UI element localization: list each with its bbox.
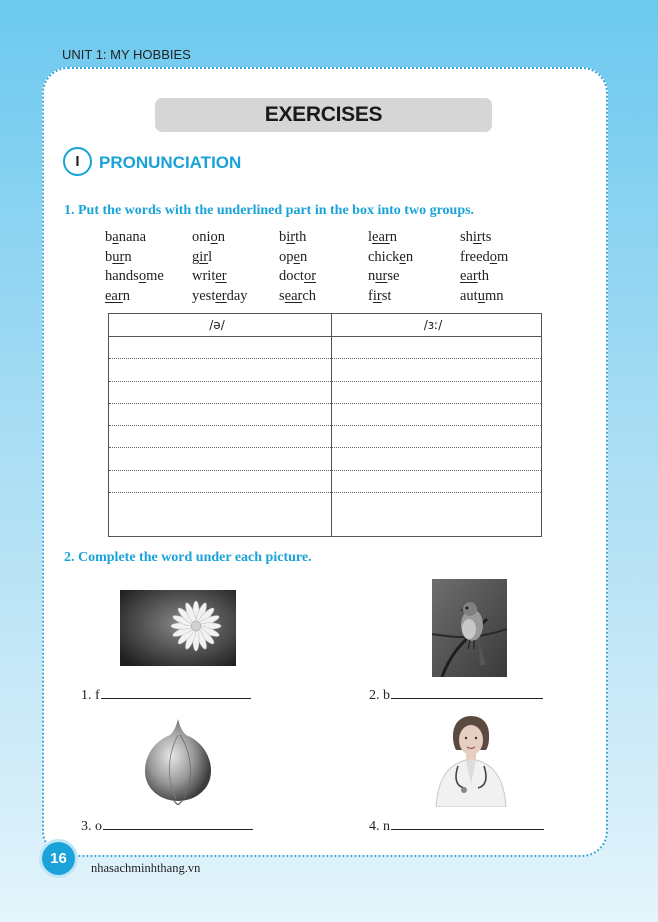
underlined-part: or — [303, 268, 317, 284]
answer-2-blank[interactable] — [391, 686, 543, 699]
underlined-part: u — [477, 287, 485, 304]
word-item: yesterday — [192, 287, 248, 304]
question-1-title: 1. Put the words with the underlined part in the box into two groups. — [64, 203, 475, 218]
table-row[interactable] — [109, 448, 541, 470]
underlined-part: o — [210, 229, 218, 245]
underlined-part: a — [112, 229, 119, 245]
word-item: burn — [105, 248, 132, 265]
word-item: earth — [460, 268, 489, 284]
underlined-part: o — [489, 248, 498, 265]
bird-image — [432, 579, 507, 677]
word-item: nurse — [368, 268, 400, 284]
answer-1-blank[interactable] — [101, 686, 251, 699]
column-header-schwa: /ə/ — [209, 318, 225, 332]
table-divider — [331, 314, 332, 536]
answer-4-blank[interactable] — [391, 817, 544, 830]
word-item: first — [368, 287, 392, 304]
underlined-part: ir — [199, 248, 209, 265]
underlined-part: ear — [372, 229, 390, 245]
word-item: banana — [105, 229, 147, 245]
answer-1 — [81, 686, 251, 704]
unit-label: UNIT 1: MY HOBBIES — [62, 47, 191, 62]
word-item: chicken — [368, 248, 414, 265]
sorting-table — [108, 313, 542, 537]
underlined-part: ir — [372, 287, 382, 304]
answer-2-label: 2. b — [369, 688, 390, 703]
table-row[interactable] — [109, 337, 541, 359]
word-item: handsome — [105, 268, 164, 284]
word-item: earn — [105, 287, 130, 304]
word-item: birth — [279, 229, 307, 245]
answer-3-label: 3. o — [81, 819, 102, 834]
word-item: autumn — [460, 287, 504, 304]
underlined-part: ear — [284, 287, 303, 304]
word-item: onion — [192, 229, 226, 245]
table-row[interactable] — [109, 471, 541, 493]
table-row[interactable] — [109, 359, 541, 381]
answer-4 — [369, 817, 544, 835]
exercises-banner: EXERCISES — [155, 98, 492, 132]
word-item: freedom — [460, 248, 509, 265]
word-item: writer — [192, 268, 227, 284]
underlined-part: ir — [286, 229, 296, 245]
underlined-part: o — [138, 268, 147, 284]
table-row[interactable] — [109, 426, 541, 448]
question-2-title: 2. Complete the word under each picture. — [64, 550, 312, 565]
table-header — [109, 314, 541, 337]
underlined-part: er — [215, 268, 227, 284]
answer-4-label: 4. n — [369, 819, 390, 834]
word-item: open — [279, 248, 308, 265]
word-item: shirts — [460, 229, 492, 245]
onion-image — [140, 713, 217, 805]
answer-1-label: 1. f — [81, 688, 100, 703]
underlined-part: ear — [105, 287, 123, 304]
word-box — [105, 228, 545, 305]
table-row[interactable] — [109, 382, 541, 404]
underlined-part: e — [399, 248, 406, 265]
underlined-part: ear — [460, 268, 478, 284]
underlined-part: ur — [112, 248, 125, 265]
word-item: search — [279, 287, 317, 304]
word-item: girl — [192, 248, 213, 265]
section-number-badge: I — [63, 147, 92, 176]
column-header-er: /ɜː/ — [423, 318, 443, 332]
underlined-part: ir — [472, 229, 482, 245]
section-title: PRONUNCIATION — [99, 153, 242, 172]
table-row[interactable] — [109, 493, 541, 515]
table-row[interactable] — [109, 404, 541, 426]
word-item: learn — [368, 229, 397, 245]
word-item: doctor — [279, 268, 317, 284]
website-footer: nhasachminhthang.vn — [91, 861, 201, 875]
answer-3 — [81, 817, 253, 835]
answer-2 — [369, 686, 543, 704]
page-number-badge: 16 — [42, 842, 75, 875]
nurse-image — [428, 714, 514, 807]
flower-image — [120, 590, 236, 666]
underlined-part: er — [215, 287, 227, 304]
underlined-part: e — [293, 248, 300, 265]
answer-3-blank[interactable] — [103, 817, 253, 830]
underlined-part: ur — [375, 268, 388, 284]
